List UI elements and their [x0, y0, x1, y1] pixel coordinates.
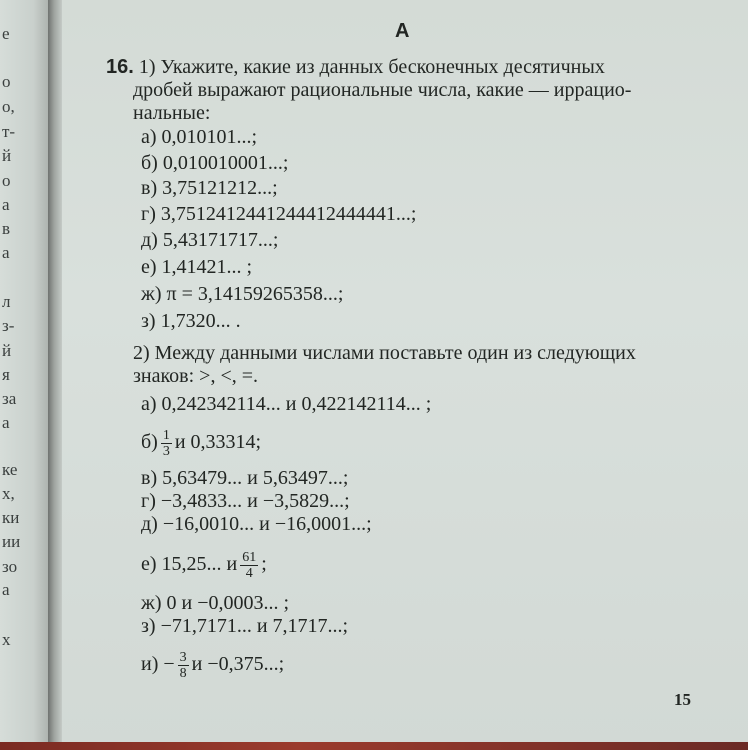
item-text: 3,75121212...;: [162, 177, 278, 199]
fraction-denominator: 3: [162, 444, 170, 459]
left-page-fragment: о,: [2, 97, 15, 116]
fraction: [178, 650, 189, 681]
left-page-fragment: о: [2, 72, 11, 91]
left-page-fragment: о: [2, 171, 11, 190]
part-2-item-d: [141, 512, 372, 536]
item-letter: а): [141, 126, 157, 148]
part-2-item-zh: [141, 591, 289, 615]
task-number: 16.: [106, 56, 134, 78]
book-gutter: [48, 0, 62, 750]
part-1-item-v: [141, 176, 278, 200]
item-letter: г): [141, 203, 156, 225]
item-letter: в): [141, 177, 158, 199]
left-page-fragment: зо: [2, 557, 18, 576]
item-letter: з): [141, 310, 156, 332]
part-2-item-i: [141, 650, 284, 681]
item-text: −16,0010... и −16,0001...;: [162, 513, 372, 535]
item-letter: ж): [141, 283, 162, 305]
item-letter: г): [141, 490, 156, 512]
item-letter: з): [141, 615, 156, 637]
item-text: 0,010010001...;: [162, 152, 289, 174]
left-page-fragment: з-: [2, 316, 15, 335]
part-1-item-b: [141, 151, 288, 175]
part-1-item-z: [141, 309, 241, 333]
left-page-fragment: а: [2, 243, 10, 262]
left-page-fragment: а: [2, 580, 10, 599]
item-text: 5,63479... и 5,63497...;: [162, 467, 349, 489]
fraction-denominator: 8: [179, 666, 187, 681]
section-heading: А: [395, 20, 410, 42]
item-text: π = 3,14159265358...;: [166, 283, 344, 305]
task-1-first-line: [106, 55, 605, 79]
item-text: и 0,33314;: [174, 431, 262, 454]
item-letter: е): [141, 256, 157, 278]
part-2-item-g: [141, 489, 350, 513]
left-page-fragment: в: [2, 219, 11, 238]
fraction-numerator: 3: [179, 650, 187, 665]
part-2-item-a: [141, 392, 431, 416]
left-page-fragment: х: [2, 630, 11, 649]
left-page-fragment: й: [2, 146, 12, 165]
left-page-fragment: а: [2, 195, 10, 214]
part-1-line: Укажите, какие из данных бесконечных десятичных: [160, 56, 605, 78]
item-text: 0,010101...;: [161, 126, 258, 148]
fraction-numerator: 61: [242, 550, 257, 565]
part-2-item-b: [141, 428, 261, 459]
part-2-item-v: [141, 466, 348, 490]
part-1-item-a: [141, 125, 257, 149]
left-page-fragment: е: [2, 24, 10, 43]
item-letter: д): [141, 513, 158, 535]
item-letter: в): [141, 467, 158, 489]
part-2-item-e: [141, 550, 267, 581]
left-page-fragment: л: [2, 292, 11, 311]
fraction-denominator: 4: [245, 566, 253, 581]
left-page-edge: [0, 0, 48, 750]
item-text: 1,7320... .: [160, 310, 241, 332]
left-page-fragment: х,: [2, 484, 15, 503]
fraction: [161, 428, 172, 459]
item-letter: и): [141, 653, 159, 676]
left-page-fragment: ии: [2, 532, 21, 551]
item-text: −: [163, 653, 175, 676]
item-letter: е): [141, 553, 157, 576]
left-page-fragment: за: [2, 389, 17, 408]
part-1-line: дробей выражают рациональные числа, какие — иррацио-: [133, 79, 632, 101]
part-1-item-e: [141, 255, 252, 279]
part-2-label: 2): [133, 342, 150, 364]
part-2-item-z: [141, 614, 348, 638]
item-letter: а): [141, 393, 157, 415]
fraction-numerator: 1: [162, 428, 170, 443]
page-number: 15: [674, 690, 691, 709]
left-page-fragment: й: [2, 341, 12, 360]
item-text: −71,7171... и 7,1717...;: [160, 615, 349, 637]
fraction: [240, 550, 258, 581]
item-text: −3,4833... и −3,5829...;: [160, 490, 350, 512]
left-page-fragment: я: [2, 365, 10, 384]
part-2-line: Между данными числами поставьте один из следующих: [154, 342, 636, 364]
book-cover-edge: [0, 742, 748, 750]
item-letter: б): [141, 152, 158, 174]
part-1-line: нальные:: [133, 102, 211, 124]
left-page-fragment: а: [2, 413, 10, 432]
item-text: 5,43171717...;: [162, 229, 279, 251]
part-1-item-d: [141, 228, 278, 252]
item-letter: ж): [141, 592, 162, 614]
part-1-item-zh: [141, 282, 343, 306]
left-page-fragment: т-: [2, 122, 16, 141]
item-text: 0 и −0,0003... ;: [166, 592, 290, 614]
item-text: 0,242342114... и 0,422142114... ;: [161, 393, 432, 415]
left-page-fragment: ке: [2, 460, 18, 479]
item-text: 15,25... и: [161, 553, 238, 576]
item-text: ;: [261, 553, 267, 576]
part-1-label: 1): [138, 56, 156, 78]
item-text: 1,41421... ;: [161, 256, 253, 278]
part-1-item-g: [141, 202, 416, 226]
item-text: 3,7512412441244412444441...;: [160, 203, 417, 225]
item-letter: б): [141, 431, 158, 454]
item-text: и −0,375...;: [191, 653, 285, 676]
item-letter: д): [141, 229, 158, 251]
left-page-fragment: ки: [2, 508, 20, 527]
part-2-first-line: [133, 341, 636, 365]
part-2-line: знаков: >, <, =.: [133, 365, 259, 387]
